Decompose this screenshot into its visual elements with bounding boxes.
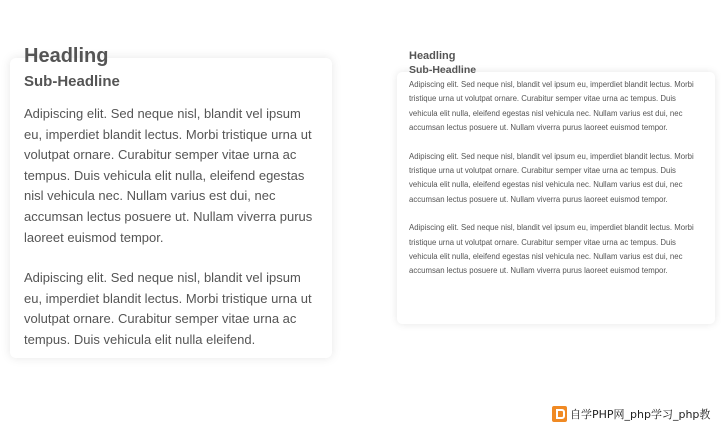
small-text-block: [409, 49, 703, 279]
php-logo-icon: [552, 406, 567, 422]
large-text-block: [24, 44, 316, 351]
small-paragraph-3: Adipiscing elit. Sed neque nisl, blandit vel ipsum eu, imperdiet blandit lectus. Morbi tristique urna ut volutpat ornare. Curabitur semper vitae urna ac tempus. Duis vehicula elit nulla, eleifend egestas nisl vehicula nec. Nullam varius est dui, nec accumsan lectus posuere ut. Nullam viverra purus laoreet euismod tempor.: [409, 223, 694, 276]
large-paragraph-1: Adipiscing elit. Sed neque nisl, blandit vel ipsum eu, imperdiet blandit lectus. Morbi tristique urna ut volutpat ornare. Curabitur semper vitae urna ac tempus. Duis vehicula elit nulla, eleifend egestas nisl vehicula nec. Nullam varius est dui, nec accumsan lectus posuere ut. Nullam viverra purus laoreet euismod tempor.: [24, 106, 313, 245]
small-paragraph-1: Adipiscing elit. Sed neque nisl, blandit vel ipsum eu, imperdiet blandit lectus. Morbi tristique urna ut volutpat ornare. Curabitur semper vitae urna ac tempus. Duis vehicula elit nulla, eleifend egestas nisl vehicula nec. Nullam varius est dui, nec accumsan lectus posuere ut. Nullam viverra purus laoreet euismod tempor.: [409, 80, 694, 133]
large-paragraph-2: Adipiscing elit. Sed neque nisl, blandit vel ipsum eu, imperdiet blandit lectus. Morbi tristique urna ut volutpat ornare. Curabitur semper vitae urna ac tempus. Duis vehicula elit nulla eleifend.: [24, 270, 312, 347]
watermark-text: 自学PHP网_php学习_php教: [570, 408, 711, 421]
small-headline: Headling: [409, 50, 456, 62]
small-subheadline: Sub-Headline: [409, 64, 477, 76]
watermark-link[interactable]: [552, 404, 716, 424]
large-headline: Headling: [24, 45, 109, 67]
large-subheadline: Sub-Headline: [24, 73, 120, 90]
small-paragraph-2: Adipiscing elit. Sed neque nisl, blandit vel ipsum eu, imperdiet blandit lectus. Morbi tristique urna ut volutpat ornare. Curabitur semper vitae urna ac tempus. Duis vehicula elit nulla, eleifend egestas nisl vehicula nec. Nullam varius est dui, nec accumsan lectus posuere ut. Nullam viverra purus laoreet euismod tempor.: [409, 151, 694, 204]
